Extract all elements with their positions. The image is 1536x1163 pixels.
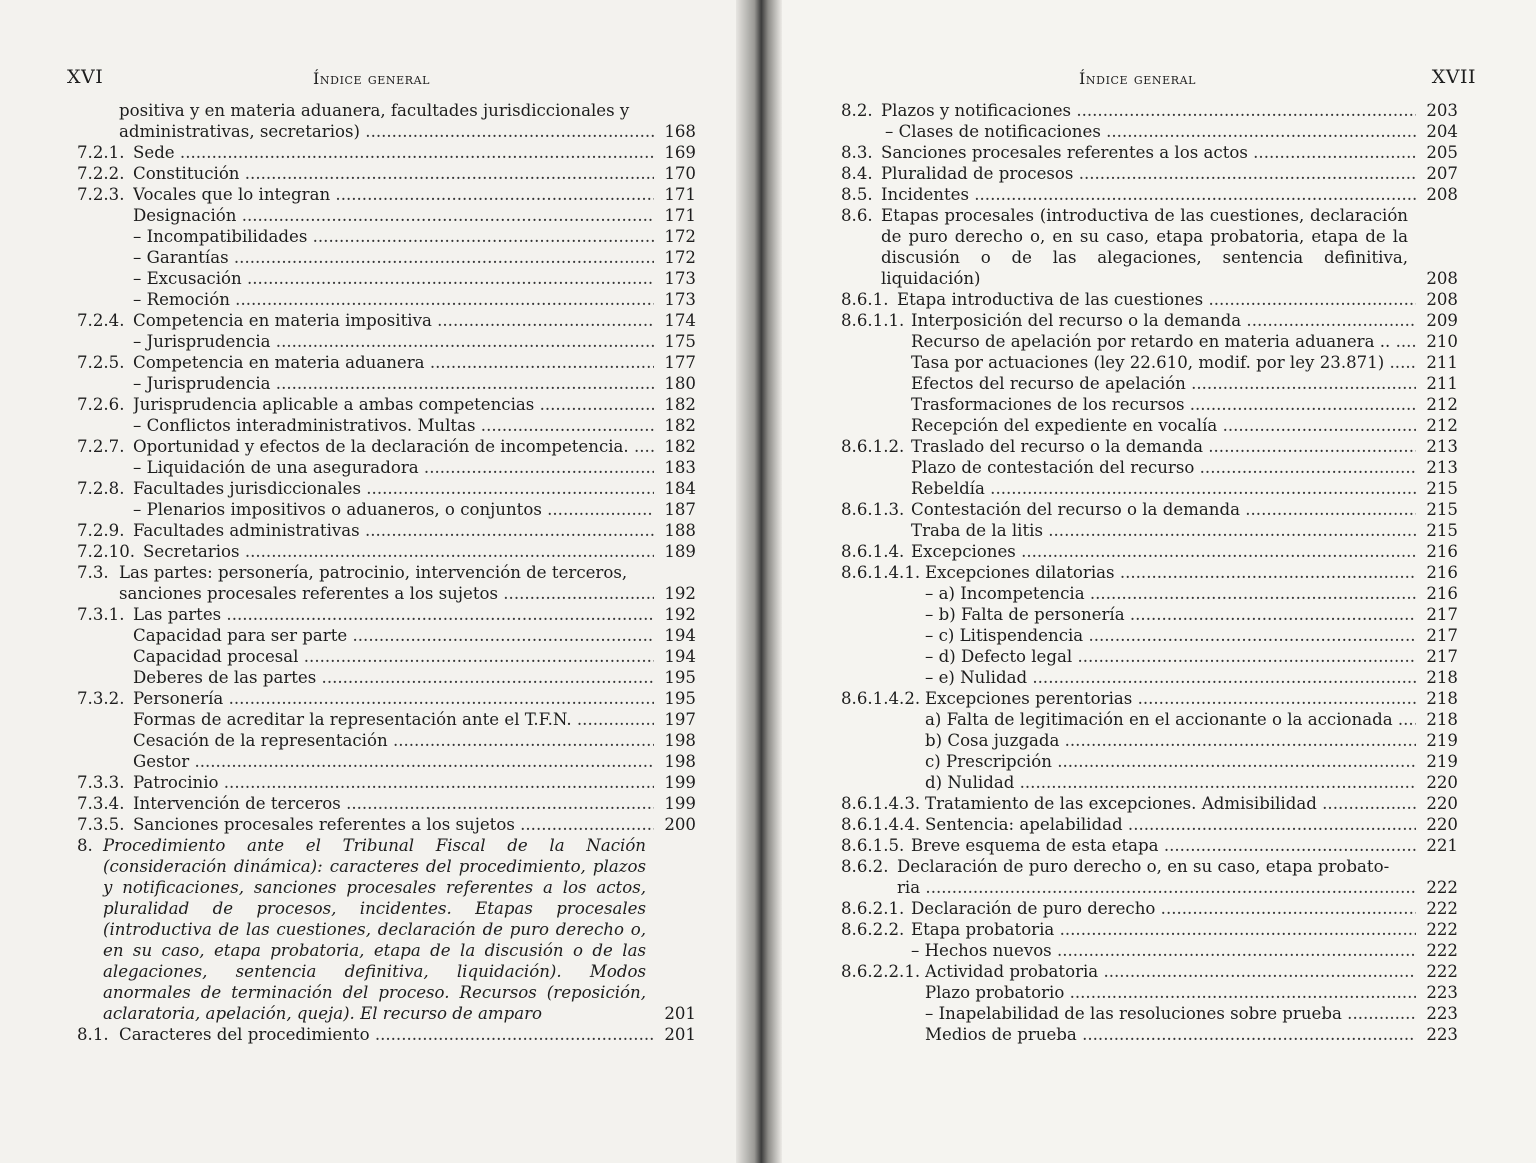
book-gutter [736,0,782,1163]
toc-entry: Plazo de contestación del recurso ..... 213 [841,457,1458,478]
toc-page-number: 223 [1426,983,1458,1002]
toc-entry: 7.2.8. Facultades jurisdiccionales ..... 184 [77,478,696,499]
toc-entry-section-8: 8. Procedimiento ante el Tribunal Fiscal de la Nación (consideración dinámica): caracteres del procedimiento, plazos y notificaciones, sanciones procesales referentes a los actos, pluralidad de procesos, incidentes. Etapas procesales (introductiva de las cuestiones, declaración de puro derecho o, en su caso, etapa probatoria, etapa de la discusión o de las alegaciones, sentencia definitiva, liquidación). Modos anormales de terminación del proceso. Recursos (reposición, aclaratoria, apelación, queja). El recurso de amparo 201 [77,836,696,1023]
toc-page-number: 218 [1426,710,1458,729]
toc-entry-section-8-6: 8.6. Etapas procesales (introductiva de las cuestiones, declaración de puro derecho o, en su caso, etapa probatoria, etapa de la discusión o de las alegaciones, sentencia definitiva, liquidación) 208 [841,206,1458,288]
toc-page-number: 201 [664,1025,696,1044]
toc-page-number: 209 [1426,311,1458,330]
toc-page-number: 171 [664,206,696,225]
toc-number: 8.6.1.4.4. [841,815,921,834]
toc-number: 8.6.2.1. [841,899,905,918]
toc-page-number: 204 [1426,122,1458,141]
toc-page-number: 173 [664,290,696,309]
toc-entry: Designación ..... 171 [77,205,696,226]
toc-entry: 7.3. Las partes: personería, patrocinio, intervención de terceros, [77,563,628,582]
toc-number: 7.2.7. [77,437,125,456]
toc-entry: 7.2.5. Competencia en materia aduanera ..... 177 [77,352,696,373]
toc-page-number: 217 [1426,605,1458,624]
toc-page-number: 208 [1426,269,1458,288]
toc-page-number: 192 [664,584,696,603]
toc-entry: – Incompatibilidades ..... 172 [77,226,696,247]
toc-number: 8.1. [77,1025,109,1044]
toc-entry: sanciones procesales referentes a los sujetos ..... 192 [77,583,696,604]
toc-entry: Gestor ..... 198 [77,751,696,772]
toc-page-number: 199 [664,773,696,792]
toc-entry: – e) Nulidad ..... 218 [841,667,1458,688]
toc-entry: 8.5. Incidentes ..... 208 [841,184,1458,205]
toc-number: 8.6.2.2. [841,920,905,939]
right-toc [841,100,1458,1045]
toc-page-number: 172 [664,227,696,246]
toc-entry: – Jurisprudencia ..... 175 [77,331,696,352]
toc-entry: – Jurisprudencia ..... 180 [77,373,696,394]
toc-page-number: 215 [1426,479,1458,498]
toc-entry: Capacidad procesal ..... 194 [77,646,696,667]
toc-entry: 8.6.1. Etapa introductiva de las cuestiones ..... 208 [841,289,1458,310]
toc-page-number: 182 [664,416,696,435]
toc-page-number: 205 [1426,143,1458,162]
toc-page-number: 192 [664,605,696,624]
toc-page-number: 198 [664,731,696,750]
toc-entry: Rebeldía ..... 215 [841,478,1458,499]
toc-number: 7.2.4. [77,311,125,330]
toc-page-number: 211 [1426,374,1458,393]
toc-entry: Capacidad para ser parte ..... 194 [77,625,696,646]
toc-page-number: 216 [1426,563,1458,582]
toc-number: 8.3. [841,143,873,162]
toc-page-number: 222 [1426,920,1458,939]
toc-entry: Traba de la litis ..... 215 [841,520,1458,541]
toc-page-number: 198 [664,752,696,771]
toc-entry: – Garantías ..... 172 [77,247,696,268]
toc-entry: 7.2.4. Competencia en materia impositiva ..... 174 [77,310,696,331]
toc-page-number: 213 [1426,437,1458,456]
toc-number: 8.6.2.2.1. [841,962,921,981]
left-page [0,0,756,1163]
toc-page-number: 222 [1426,941,1458,960]
toc-page-number: 194 [664,626,696,645]
toc-number: 7.3.3. [77,773,125,792]
toc-entry: 8.6.2.2.1. Actividad probatoria ..... 222 [841,961,1458,982]
toc-page-number: 180 [664,374,696,393]
toc-page-number: 177 [664,353,696,372]
toc-page-number: 168 [664,122,696,141]
toc-page-number: 172 [664,248,696,267]
toc-entry: – Inapelabilidad de las resoluciones sobre prueba ..... 223 [841,1003,1458,1024]
toc-page-number: 216 [1426,542,1458,561]
toc-entry: Plazo probatorio ..... 223 [841,982,1458,1003]
toc-entry: Efectos del recurso de apelación ..... 211 [841,373,1458,394]
toc-entry: 8.6.2.2. Etapa probatoria ..... 222 [841,919,1458,940]
left-page-header [67,60,696,100]
toc-number: 7.2.6. [77,395,125,414]
toc-page-number: 170 [664,164,696,183]
toc-page-number: 220 [1426,773,1458,792]
toc-page-number: 195 [664,689,696,708]
toc-page-number: 169 [664,143,696,162]
toc-page-number: 189 [664,542,696,561]
left-running-title: Índice general [313,69,431,88]
toc-entry: Tasa por actuaciones (ley 22.610, modif. por ley 23.871) ..... 211 [841,352,1458,373]
toc-page-number: 175 [664,332,696,351]
toc-entry: – a) Incompetencia ..... 216 [841,583,1458,604]
toc-entry: 7.2.6. Jurisprudencia aplicable a ambas competencias ..... 182 [77,394,696,415]
toc-page-number: 217 [1426,647,1458,666]
toc-page-number: 213 [1426,458,1458,477]
toc-page-number: 218 [1426,668,1458,687]
toc-page-number: 184 [664,479,696,498]
toc-page-number: 197 [664,710,696,729]
toc-number: 8.4. [841,164,873,183]
toc-page-number: 203 [1426,101,1458,120]
toc-entry: ria ..... 222 [841,877,1458,898]
toc-entry: Cesación de la representación ..... 198 [77,730,696,751]
toc-page-number: 188 [664,521,696,540]
toc-number: 8.6. [841,206,873,225]
toc-page-number: 222 [1426,899,1458,918]
toc-number: 7.2.3. [77,185,125,204]
toc-entry: 7.2.9. Facultades administrativas ..... 188 [77,520,696,541]
toc-page-number: 199 [664,794,696,813]
toc-page-number: 194 [664,647,696,666]
toc-page-number: 215 [1426,521,1458,540]
toc-page-number: 216 [1426,584,1458,603]
toc-number: 7.3.2. [77,689,125,708]
toc-entry: administrativas, secretarios) ..... 168 [77,121,696,142]
toc-number: 8.6.1.1. [841,311,905,330]
toc-entry: – Conflictos interadministrativos. Multas ..... 182 [77,415,696,436]
toc-entry: 7.3.5. Sanciones procesales referentes a los sujetos ..... 200 [77,814,696,835]
toc-page-number: 220 [1426,815,1458,834]
toc-page-number: 218 [1426,689,1458,708]
toc-page-number: 195 [664,668,696,687]
toc-number: 8.6.1.4.2. [841,689,921,708]
toc-entry: a) Falta de legitimación en el accionante o la accionada ..... 218 [841,709,1458,730]
toc-page-number: 219 [1426,752,1458,771]
toc-entry: Trasformaciones de los recursos ..... 212 [841,394,1458,415]
toc-number: 8.6.1.4.1. [841,563,921,582]
left-toc [77,100,696,1045]
toc-page-number: 222 [1426,878,1458,897]
toc-entry: 7.2.7. Oportunidad y efectos de la declaración de incompetencia. ..... 182 [77,436,696,457]
toc-number: 7.2.9. [77,521,125,540]
toc-number: 8.6.1.2. [841,437,905,456]
toc-entry: 7.3.2. Personería ..... 195 [77,688,696,709]
toc-entry: 8.6.2. Declaración de puro derecho o, en su caso, etapa probato- [841,857,1390,876]
toc-page-number: 219 [1426,731,1458,750]
toc-page-number: 212 [1426,416,1458,435]
toc-entry: 8.4. Pluralidad de procesos ..... 207 [841,163,1458,184]
toc-number: 7.2.5. [77,353,125,372]
toc-number: 8. [77,836,93,855]
toc-entry: 7.3.1. Las partes ..... 192 [77,604,696,625]
toc-page-number: 215 [1426,500,1458,519]
toc-number: 7.2.10. [77,542,136,561]
toc-number: 7.3.4. [77,794,125,813]
toc-page-number: 201 [664,1004,696,1023]
toc-page-number: 220 [1426,794,1458,813]
toc-entry: positiva y en materia aduanera, facultades jurisdiccionales y [119,101,630,120]
toc-entry: 7.2.10. Secretarios ..... 189 [77,541,696,562]
toc-page-number: 182 [664,395,696,414]
toc-entry: d) Nulidad ..... 220 [841,772,1458,793]
toc-entry: – d) Defecto legal ..... 217 [841,646,1458,667]
toc-number: 8.6.1.4. [841,542,905,561]
toc-entry: – Excusación ..... 173 [77,268,696,289]
toc-page-number: 174 [664,311,696,330]
toc-entry: 7.3.4. Intervención de terceros ..... 199 [77,793,696,814]
toc-entry: 8.3. Sanciones procesales referentes a los actos ..... 205 [841,142,1458,163]
toc-page-number: 223 [1426,1004,1458,1023]
toc-entry: 8.6.1.3. Contestación del recurso o la demanda ..... 215 [841,499,1458,520]
toc-entry: Deberes de las partes ..... 195 [77,667,696,688]
toc-entry: – Plenarios impositivos o aduaneros, o conjuntos ..... 187 [77,499,696,520]
toc-entry: – Liquidación de una aseguradora ..... 183 [77,457,696,478]
toc-entry: 8.6.1.5. Breve esquema de esta etapa ..... 221 [841,835,1458,856]
toc-page-number: 173 [664,269,696,288]
toc-page-number: 182 [664,437,696,456]
toc-entry: 8.2. Plazos y notificaciones ..... 203 [841,100,1458,121]
left-folio: XVI [67,66,104,88]
toc-entry: Recurso de apelación por retardo en materia aduanera .. ..... 210 [841,331,1458,352]
toc-entry: 8.6.1.4.1. Excepciones dilatorias ..... 216 [841,562,1458,583]
toc-entry: – Clases de notificaciones ..... 204 [841,121,1458,142]
toc-entry: – Remoción ..... 173 [77,289,696,310]
toc-number: 8.6.1. [841,290,889,309]
right-page [770,0,1536,1163]
toc-number: 7.3.5. [77,815,125,834]
toc-page-number: 223 [1426,1025,1458,1044]
toc-number: 7.2.1. [77,143,125,162]
toc-entry: 8.6.1.4.2. Excepciones perentorias ..... 218 [841,688,1458,709]
toc-number: 8.6.2. [841,857,889,876]
toc-page-number: 183 [664,458,696,477]
toc-entry: 8.6.1.4.3. Tratamiento de las excepciones. Admisibilidad ..... 220 [841,793,1458,814]
toc-number: 8.2. [841,101,873,120]
toc-number: 7.3. [77,563,109,582]
toc-number: 7.2.8. [77,479,125,498]
toc-entry: 7.2.2. Constitución ..... 170 [77,163,696,184]
toc-page-number: 200 [664,815,696,834]
toc-number: 8.5. [841,185,873,204]
toc-entry: 8.6.2.1. Declaración de puro derecho ..... 222 [841,898,1458,919]
toc-page-number: 187 [664,500,696,519]
toc-entry: Formas de acreditar la representación ante el T.F.N. ..... 197 [77,709,696,730]
toc-entry: 8.6.1.4.4. Sentencia: apelabilidad ..... 220 [841,814,1458,835]
toc-number: 7.3.1. [77,605,125,624]
toc-entry: – b) Falta de personería ..... 217 [841,604,1458,625]
toc-page-number: 222 [1426,962,1458,981]
toc-entry: 7.2.1. Sede ..... 169 [77,142,696,163]
toc-number: 8.6.1.4.3. [841,794,921,813]
right-page-header [841,60,1476,100]
toc-entry: 8.6.1.1. Interposición del recurso o la demanda ..... 209 [841,310,1458,331]
toc-entry: 8.1. Caracteres del procedimiento ..... 201 [77,1024,696,1045]
toc-number: 8.6.1.3. [841,500,905,519]
toc-entry: Medios de prueba ..... 223 [841,1024,1458,1045]
toc-page-number: 210 [1426,332,1458,351]
toc-entry: Recepción del expediente en vocalía ..... 212 [841,415,1458,436]
toc-page-number: 207 [1426,164,1458,183]
right-running-title: Índice general [1079,69,1197,88]
toc-page-number: 211 [1426,353,1458,372]
toc-entry: 8.6.1.4. Excepciones ..... 216 [841,541,1458,562]
toc-page-number: 217 [1426,626,1458,645]
toc-page-number: 208 [1426,290,1458,309]
toc-entry: 7.2.3. Vocales que lo integran ..... 171 [77,184,696,205]
toc-number: 7.2.2. [77,164,125,183]
toc-entry: 7.3.3. Patrocinio ..... 199 [77,772,696,793]
toc-page-number: 212 [1426,395,1458,414]
toc-entry: c) Prescripción ..... 219 [841,751,1458,772]
toc-entry: 8.6.1.2. Traslado del recurso o la demanda ..... 213 [841,436,1458,457]
toc-entry: – Hechos nuevos ..... 222 [841,940,1458,961]
toc-page-number: 171 [664,185,696,204]
toc-page-number: 208 [1426,185,1458,204]
toc-number: 8.6.1.5. [841,836,905,855]
toc-page-number: 221 [1426,836,1458,855]
toc-entry: – c) Litispendencia ..... 217 [841,625,1458,646]
right-folio: XVII [1431,66,1476,88]
toc-entry: b) Cosa juzgada ..... 219 [841,730,1458,751]
